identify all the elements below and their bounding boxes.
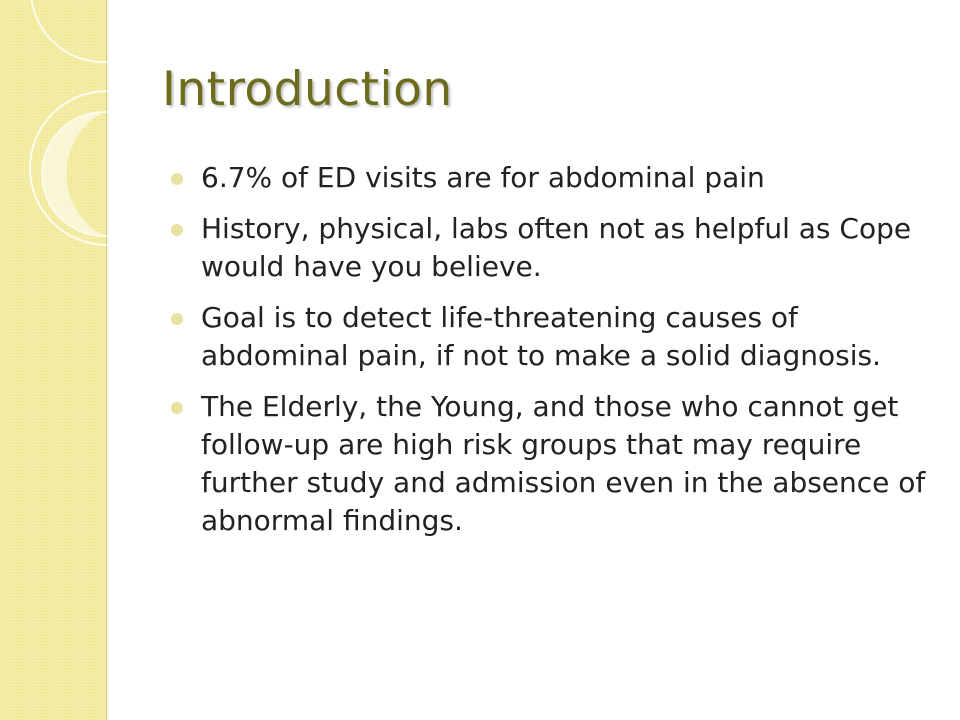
bullet-list bbox=[170, 159, 940, 553]
bullet-item bbox=[170, 388, 940, 540]
bullet-item bbox=[170, 299, 940, 375]
decorative-ring-top bbox=[31, 0, 175, 62]
bullet-text: The Elderly, the Young, and those who cannot get follow-up are high risk groups that may require further study and admission even in the absence of abnormal findings. bbox=[201, 390, 926, 537]
bullet-item bbox=[170, 159, 940, 197]
decorative-crescent bbox=[42, 112, 104, 236]
bullet-text: 6.7% of ED visits are for abdominal pain bbox=[201, 161, 765, 194]
bullet-text: History, physical, labs often not as helpful as Cope would have you believe. bbox=[201, 212, 912, 283]
bullet-dot-icon bbox=[171, 402, 183, 414]
bullet-text: Goal is to detect life-threatening causes of abdominal pain, if not to make a solid diagnosis. bbox=[201, 301, 882, 372]
slide-title: Introduction bbox=[162, 62, 453, 117]
bullet-dot-icon bbox=[171, 224, 183, 236]
bullet-dot-icon bbox=[171, 173, 183, 185]
bullet-item bbox=[170, 210, 940, 286]
bullet-dot-icon bbox=[171, 313, 183, 325]
